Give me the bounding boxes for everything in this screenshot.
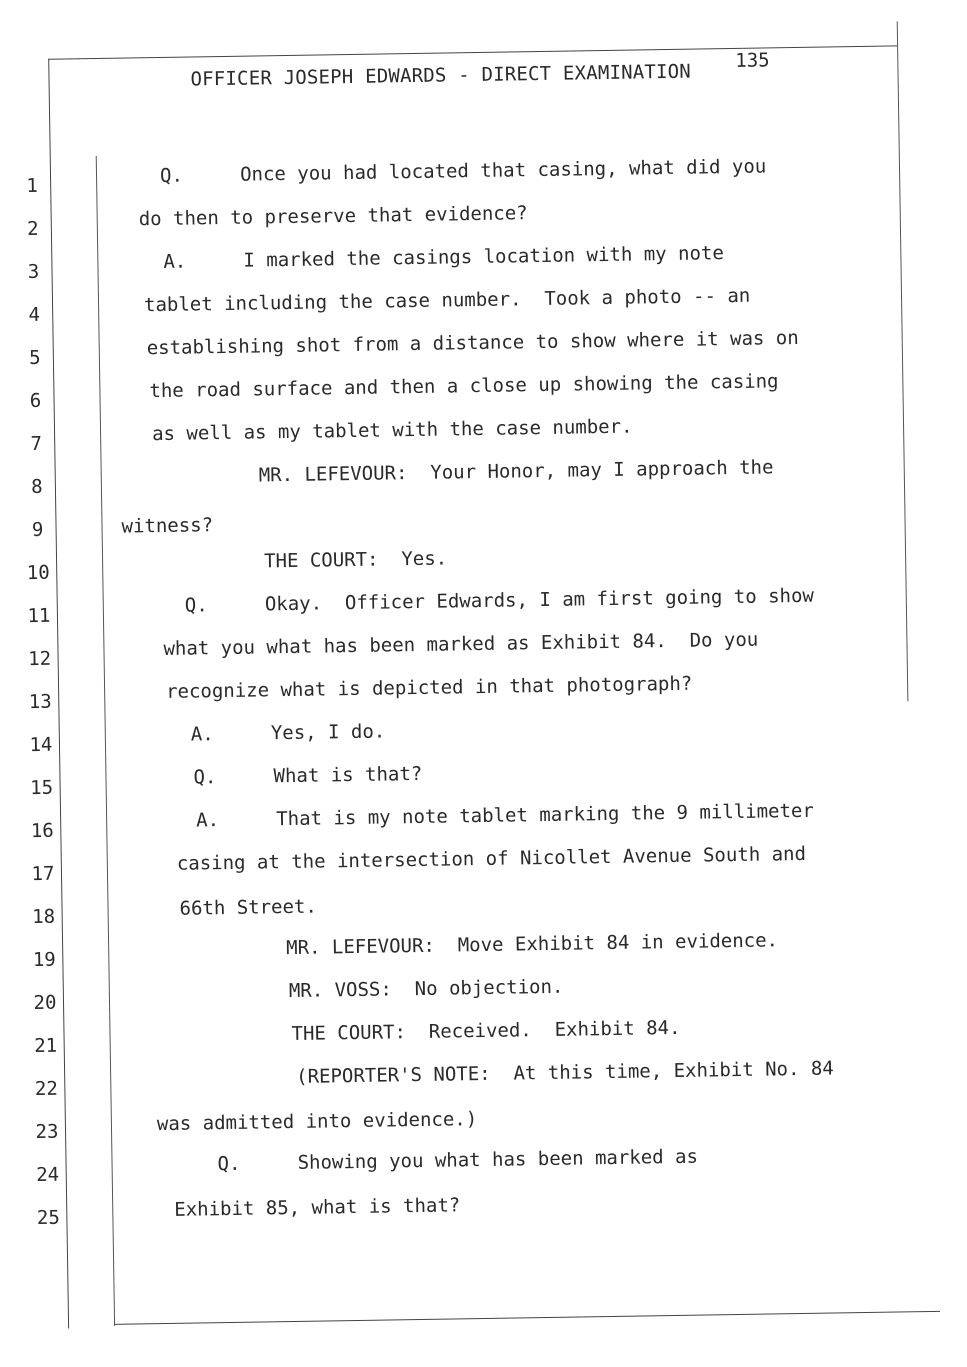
page-border-top: [48, 45, 898, 59]
transcript-line: A. Yes, I do.: [190, 720, 386, 746]
transcript-line: MR. LEFEVOUR: Move Exhibit 84 in evidence.: [286, 929, 779, 960]
line-number: 2: [26, 217, 39, 241]
page-number: 135: [735, 49, 770, 72]
line-number: 9: [31, 518, 44, 542]
page-header-title: OFFICER JOSEPH EDWARDS - DIRECT EXAMINATION: [190, 60, 692, 91]
line-number: 17: [31, 862, 55, 886]
line-number: 21: [34, 1034, 58, 1058]
transcript-line: tablet including the case number. Took a photo -- an: [143, 284, 751, 317]
transcript-line: THE COURT: Received. Exhibit 84.: [291, 1016, 681, 1046]
transcript-line: Q. Once you had located that casing, what did you: [159, 155, 767, 187]
transcript-line: Q. Okay. Officer Edwards, I am first going to show: [184, 584, 815, 617]
transcript-line: recognize what is depicted in that photograph?: [165, 672, 693, 703]
transcript-line: as well as my tablet with the case number.: [151, 415, 633, 446]
line-number: 1: [26, 174, 39, 198]
line-number: 16: [30, 819, 54, 843]
transcript-line: establishing shot from a distance to show where it was on: [146, 326, 799, 360]
transcript-line: MR. VOSS: No objection.: [288, 975, 564, 1003]
line-number: 20: [33, 991, 57, 1015]
transcript-line: MR. LEFEVOUR: Your Honor, may I approach the: [258, 456, 774, 487]
transcript-line: THE COURT: Yes.: [263, 547, 448, 573]
transcript-line: Q. Showing you what has been marked as: [217, 1145, 699, 1176]
line-number: 15: [30, 776, 54, 800]
transcript-line: Exhibit 85, what is that?: [174, 1194, 461, 1221]
line-number: 22: [34, 1077, 58, 1101]
page-border-right: [897, 21, 909, 701]
transcript-line: (REPORTER'S NOTE: At this time, Exhibit No. 84: [296, 1057, 834, 1088]
transcript-line: 66th Street.: [179, 895, 317, 920]
line-number-margin-rule: [96, 156, 115, 1326]
line-number: 11: [27, 604, 51, 628]
transcript-line: witness?: [121, 514, 214, 538]
line-number: 3: [27, 260, 40, 284]
line-number: 13: [28, 690, 52, 714]
transcript-line: do then to preserve that evidence?: [138, 202, 528, 231]
line-number: 23: [35, 1120, 59, 1144]
transcript-line: A. I marked the casings location with my note: [163, 242, 725, 273]
transcript-line: Q. What is that?: [193, 762, 423, 789]
transcript-line: the road surface and then a close up showing the casing: [149, 370, 779, 403]
line-number: 10: [26, 561, 50, 585]
line-number: 6: [29, 389, 42, 413]
transcript-line: A. That is my note tablet marking the 9 millimeter: [195, 799, 814, 832]
line-number: 7: [30, 432, 43, 456]
transcript-line: what you what has been marked as Exhibit 84. Do you: [163, 628, 759, 660]
line-number: 5: [28, 346, 41, 370]
page-border-bottom: [114, 1311, 940, 1325]
line-number: 25: [36, 1206, 61, 1230]
line-number: 4: [28, 303, 41, 327]
line-number: 24: [36, 1163, 60, 1187]
line-number: 12: [27, 647, 52, 671]
line-number: 19: [32, 948, 56, 972]
line-number: 18: [32, 905, 56, 929]
transcript-line: was admitted into evidence.): [156, 1108, 478, 1136]
transcript-line: casing at the intersection of Nicollet Avenue South and: [176, 842, 807, 875]
line-number: 8: [31, 475, 43, 499]
line-number: 14: [29, 733, 53, 757]
